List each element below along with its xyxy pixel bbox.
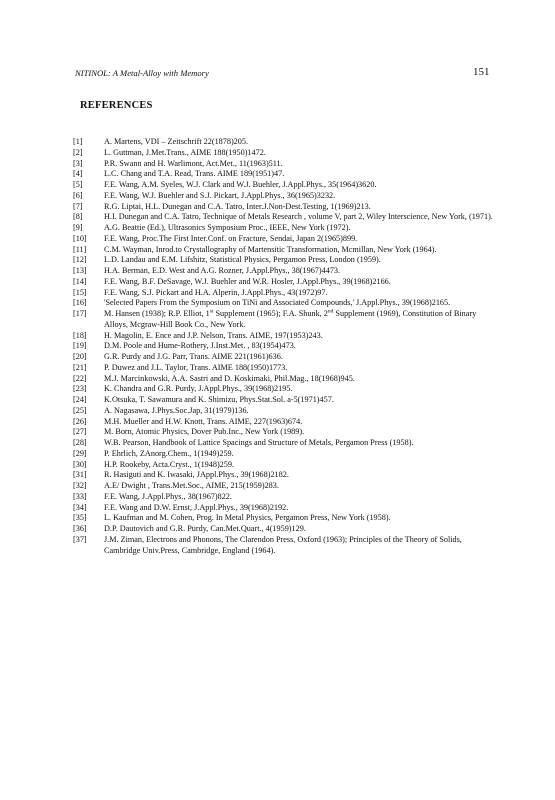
reference-item	[73, 309, 493, 331]
reference-item	[73, 481, 493, 492]
reference-item	[73, 191, 493, 202]
reference-number: [2]	[73, 147, 83, 157]
reference-item	[73, 492, 493, 503]
reference-number: [6]	[73, 190, 83, 200]
reference-item	[73, 449, 493, 460]
reference-number: [15]	[73, 287, 87, 297]
references-heading: REFERENCES	[80, 100, 153, 111]
reference-number: [4]	[73, 169, 83, 179]
reference-text: L.C. Chang and T.A. Read, Trans. AIME 189(1951)47.	[104, 169, 285, 179]
reference-number: [30]	[73, 459, 87, 469]
reference-item	[73, 202, 493, 213]
ordinal-suffix: st	[209, 308, 214, 315]
reference-text: F.E. Wang, W.J. Buehler and S.J. Pickart, J.Appl.Phys., 36(1965)3232.	[104, 190, 336, 200]
running-title: NITINOL: A Metal-Alloy with Memory	[75, 68, 209, 78]
reference-number: [22]	[73, 373, 87, 383]
reference-item	[73, 169, 493, 180]
reference-number: [20]	[73, 352, 87, 361]
reference-item	[73, 503, 493, 514]
reference-number: [27]	[73, 427, 87, 437]
reference-text: K.Otsuka, T. Sawamura and K. Shimizu, Phys.Stat.Sol. a-5(1971)457.	[104, 395, 334, 404]
reference-text: L.D. Landau and E.M. Lifshitz, Statistical Physics, Pergamon Press, London (1959).	[104, 255, 381, 265]
reference-text: A. Nagasawa, J.Phys.Soc.Jap, 31(1979)136.	[104, 405, 249, 415]
reference-number: [37]	[73, 534, 87, 544]
reference-text: F.E. Wang, J.Appl.Phys., 38(1967)822.	[104, 491, 232, 501]
reference-text: M.J. Marcinkowski, A.A. Sastri and D. Koskimaki, Phil.Mag., 18(1968)945.	[104, 373, 355, 383]
reference-text: D.M. Poole and Hume-Rothery, J.Inst.Met. , 83(1954)473.	[104, 341, 296, 351]
reference-number: [12]	[73, 255, 87, 265]
reference-item	[73, 266, 493, 277]
reference-number: [28]	[73, 438, 87, 447]
reference-text: L. Guttman, J.Met.Trans., AIME 188(1950)1472.	[104, 147, 266, 157]
reference-text-part: Supplement (1965); F.A. Shunk, 2	[213, 309, 328, 318]
reference-item	[73, 137, 493, 148]
reference-text: D.P. Dautovich and G.R. Purdy, Can.Met.Quart., 4(1959)129.	[104, 524, 306, 533]
reference-number: [19]	[73, 341, 87, 351]
reference-text: H.P. Rookeby, Acta.Cryst., 1(1948)259.	[104, 459, 235, 469]
reference-item	[73, 212, 493, 223]
reference-item	[73, 277, 493, 288]
reference-text: F.E. Wang and D.W. Ernst, J.Appl.Phys., 39(1968)2192.	[104, 502, 289, 512]
reference-number: [10]	[73, 233, 87, 243]
reference-number: [18]	[73, 330, 87, 340]
reference-text: R. Hasiguti and K. Iwasaki, JAppl.Phys., 39(1968)2182.	[104, 470, 289, 480]
reference-number: [16]	[73, 298, 87, 308]
reference-text: F.E. Wang, B.F. DeSavage, W.J. Buehler and W.R. Hosler, J.Appl.Phys., 39(1968)2166.	[104, 276, 391, 286]
reference-text: A.G. Beattie (Ed.), Ultrasonics Symposium Proc., IEEE, New York (1972).	[104, 223, 351, 232]
reference-item	[73, 234, 493, 245]
reference-text: M. Born, Atomic Physics, Dover Pub.Inc., New York (1989).	[104, 427, 305, 437]
page-number: 151	[473, 66, 490, 78]
reference-item	[73, 352, 493, 363]
reference-number: [11]	[73, 244, 87, 254]
reference-item	[73, 470, 493, 481]
reference-item	[73, 438, 493, 449]
reference-item	[73, 384, 493, 395]
reference-number: [33]	[73, 491, 87, 501]
reference-number: [23]	[73, 384, 87, 394]
reference-text: F.E. Wang, S.J. Pickart and H.A. Alperin, J.Appl.Phys., 43(1972)97.	[104, 287, 328, 297]
reference-number: [34]	[73, 502, 87, 512]
reference-text	[104, 309, 493, 331]
reference-item	[73, 331, 493, 342]
reference-text: R.G. Liptai, H.L. Dunegan and C.A. Tatro, Inter.J.Non-Dest.Testing, 1(1969)213.	[104, 201, 371, 211]
reference-text: P. Duwez and J.L. Taylor, Trans. AIME 188(1950)1773.	[104, 362, 288, 372]
reference-text: P.R. Swann and H. Warlimont, Act.Met., 11(1963)511.	[104, 158, 283, 168]
reference-number: [13]	[73, 266, 87, 275]
reference-text: H.I. Dunegan and C.A. Tatro, Technique of Metals Research , volume V, part 2, Wiley Interscience, New York, (1971).	[104, 212, 493, 222]
reference-text: A. Martens, VDI – Zeitschrift 22(1878)205.	[104, 137, 249, 146]
reference-text: H. Magolin, E. Ence and J.P. Nelson, Trans. AIME, 197(1953)243.	[104, 330, 323, 340]
reference-text: J.M. Ziman, Electrons and Phonons, The Clarendon Press, Oxford (1963); Principles of the Theory of Solids, Cambridge Univ.Press, Cambridge, England (1964).	[104, 534, 462, 555]
reference-number: [17]	[73, 309, 87, 318]
reference-number: [5]	[73, 180, 83, 189]
reference-text: P. Ehrlich, ZAnorg.Chem., 1(1949)259.	[104, 448, 234, 458]
reference-number: [3]	[73, 158, 83, 168]
reference-text: F.E. Wang, A.M. Syeles, W.J. Clark and W.J. Buehler, J.Appl.Phys., 35(1964)3620.	[104, 180, 377, 189]
reference-number: [7]	[73, 201, 83, 211]
reference-item	[73, 298, 493, 309]
reference-item	[73, 535, 493, 557]
reference-number: [29]	[73, 448, 87, 458]
reference-text: F.E. Wang, Proc.The First Inter.Conf. on Fracture, Sendai, Japan 2(1965)899.	[104, 233, 358, 243]
reference-item	[73, 288, 493, 299]
reference-number: [14]	[73, 276, 87, 286]
reference-text: 'Selected Papers From the Symposium on TiNi and Associated Compounds,' J.Appl.Phys., 39(1968)2165.	[104, 298, 451, 308]
reference-number: [25]	[73, 405, 87, 415]
reference-item	[73, 159, 493, 170]
reference-item	[73, 427, 493, 438]
reference-text: K. Chandra and G.R. Purdy, J.Appl.Phys., 39(1968)2195.	[104, 384, 293, 394]
reference-text: L. Kaufman and M. Cohen, Prog. In Metal Physics, Pergamon Press, New York (1958).	[104, 513, 391, 523]
reference-text-part: Supplement (1969), Constitution of Binary Alloys, Mcgraw-Hill Book Co., New York.	[104, 309, 477, 329]
reference-item	[73, 255, 493, 266]
ordinal-suffix: nd	[327, 308, 334, 315]
reference-item	[73, 341, 493, 352]
reference-number: [24]	[73, 395, 87, 404]
reference-number: [21]	[73, 362, 87, 372]
reference-item	[73, 513, 493, 524]
reference-text: H.A. Berman, E.D. West and A.G. Rozner, J.Appl.Phys., 38(1967)4473.	[104, 266, 341, 275]
reference-list	[73, 137, 493, 556]
reference-text: M.H. Mueller and H.W. Knott, Trans. AIME, 227(1963)674.	[104, 416, 303, 426]
reference-item	[73, 180, 493, 191]
reference-text: A.E/ Dwight , Trans.Met.Soc., AIME, 215(1959)283.	[104, 481, 279, 490]
reference-item	[73, 245, 493, 256]
reference-number: [32]	[73, 481, 87, 490]
reference-item	[73, 148, 493, 159]
reference-item	[73, 417, 493, 428]
reference-number: [36]	[73, 524, 87, 533]
reference-number: [35]	[73, 513, 87, 523]
reference-item	[73, 460, 493, 471]
reference-text: G.R. Purdy and J.G. Parr, Trans. AIME 221(1961)636.	[104, 352, 283, 361]
reference-number: [26]	[73, 416, 87, 426]
reference-item	[73, 363, 493, 374]
reference-number: [31]	[73, 470, 87, 480]
reference-number: [1]	[73, 137, 83, 146]
reference-text: C.M. Wayman, Inrod.to Crystallography of Martensitic Transformation, Mcmillan, New York (1964).	[104, 244, 437, 254]
reference-text-part: M. Hansen (1938); R.P. Elliot, 1	[104, 309, 210, 318]
reference-number: [9]	[73, 223, 83, 232]
reference-item	[73, 395, 493, 406]
reference-item	[73, 406, 493, 417]
reference-text: W.B. Pearson, Handbook of Lattice Spacings and Structure of Metals, Pergamon Press (1958).	[104, 438, 414, 447]
reference-item	[73, 524, 493, 535]
reference-number: [8]	[73, 212, 83, 222]
reference-item	[73, 223, 493, 234]
reference-item	[73, 374, 493, 385]
